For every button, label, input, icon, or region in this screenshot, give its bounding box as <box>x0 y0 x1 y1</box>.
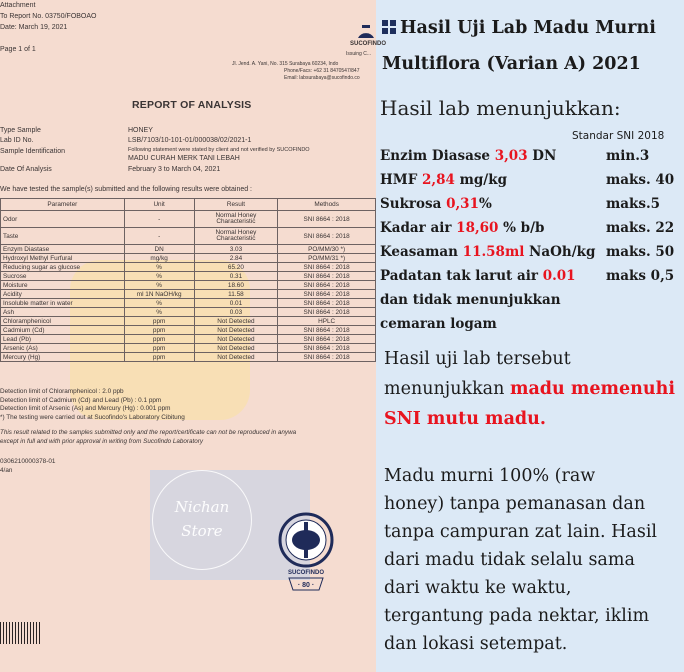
store-stamp-line: Nichan <box>174 498 230 516</box>
cell-parameter: Odor <box>1 211 125 228</box>
table-row <box>1 263 376 272</box>
table-row <box>1 245 376 254</box>
description-line: Madu murni 100% (raw <box>384 466 596 486</box>
result-row <box>380 220 545 236</box>
standard-value: maks. 22 <box>606 220 675 236</box>
description-line: dan lokasi setempat. <box>384 634 568 654</box>
description-line: dari waktu ke waktu, <box>384 578 572 598</box>
cell-parameter: Insoluble matter in water <box>1 299 125 308</box>
cell-unit: - <box>124 228 194 245</box>
lab-id-label: Lab ID No. <box>0 137 34 144</box>
cell-result: 18.60 <box>194 281 278 290</box>
result-unit: mg/kg <box>454 172 508 188</box>
description-line: tergantung pada nektar, iklim <box>384 606 650 626</box>
cell-method: SNI 8664 : 2018 <box>278 228 376 245</box>
result-label: Sukrosa <box>380 196 447 212</box>
cell-method: SNI 8664 : 2018 <box>278 326 376 335</box>
no-contamination-line-2: cemaran logam <box>380 316 497 332</box>
analysis-date-value: February 3 to March 04, 2021 <box>128 166 221 173</box>
cell-method: SNI 8664 : 2018 <box>278 290 376 299</box>
cell-unit: % <box>124 299 194 308</box>
cell-parameter: Arsenic (As) <box>1 344 125 353</box>
page-number: Page 1 of 1 <box>0 46 36 53</box>
cell-result: 65.20 <box>194 263 278 272</box>
report-date: Date: March 19, 2021 <box>0 24 68 31</box>
result-value: 11.58ml <box>462 244 525 260</box>
result-value: 2,84 <box>421 172 455 188</box>
cell-parameter: Enzym Diastase <box>1 245 125 254</box>
note-line: Detection limit of Chloramphenicol : 2.0 ppb <box>0 388 124 395</box>
cell-parameter: Chloramphenicol <box>1 317 125 326</box>
report-number: To Report No. 03750/FOBOAO <box>0 13 97 20</box>
cell-parameter: Cadmium (Cd) <box>1 326 125 335</box>
conclusion-text: Hasil uji lab tersebut menunjukkan <box>384 349 571 399</box>
cell-result: Not Detected <box>194 317 278 326</box>
result-unit: % <box>478 196 492 212</box>
cell-parameter: Taste <box>1 228 125 245</box>
sample-type-value: HONEY <box>128 127 153 134</box>
disclaimer-line: except in full and with prior approval in writing from Sucofindo Laboratory <box>0 437 204 445</box>
table-header-row <box>1 199 376 211</box>
cell-method: SNI 8664 : 2018 <box>278 299 376 308</box>
cell-result: 0.01 <box>194 299 278 308</box>
description-line: tanpa campuran zat lain. Hasil <box>384 522 658 542</box>
cell-unit: % <box>124 272 194 281</box>
result-unit: DN <box>527 148 557 164</box>
cell-method: SNI 8664 : 2018 <box>278 344 376 353</box>
cell-unit: ppm <box>124 326 194 335</box>
table-row <box>1 254 376 263</box>
barcode-icon <box>0 622 40 644</box>
cell-method: SNI 8664 : 2018 <box>278 263 376 272</box>
sucofindo-80-badge-icon <box>275 510 337 600</box>
company-sub: Issuing C... <box>346 51 372 57</box>
cell-parameter: Sucrose <box>1 272 125 281</box>
conclusion-highlight: madu memenuhi SNI mutu madu. <box>384 379 675 429</box>
table-row <box>1 344 376 353</box>
cell-result: Not Detected <box>194 335 278 344</box>
result-label: Kadar air <box>380 220 457 236</box>
ref-line: 4/an <box>0 466 13 474</box>
title-line-1: Hasil Uji Lab Madu Murni <box>400 18 656 38</box>
cell-parameter: Lead (Pb) <box>1 335 125 344</box>
table-row <box>1 317 376 326</box>
result-row <box>380 244 595 260</box>
result-label: Keasaman <box>380 244 463 260</box>
table-row <box>1 228 376 245</box>
table-row <box>1 281 376 290</box>
disclaimer <box>0 429 380 446</box>
result-row <box>380 196 492 212</box>
report-title: REPORT OF ANALYSIS <box>132 99 252 111</box>
standard-value: maks.5 <box>606 196 661 212</box>
lab-id-value: LSB/7103/10-101-01/000038/02/2021-1 <box>128 137 252 144</box>
result-value: 0.01 <box>542 268 576 284</box>
cell-parameter: Hydroxyl Methyl Furfural <box>1 254 125 263</box>
cell-result: 2.84 <box>194 254 278 263</box>
cell-unit: ppm <box>124 353 194 362</box>
detection-notes <box>0 388 185 422</box>
cell-method: SNI 8664 : 2018 <box>278 335 376 344</box>
cell-result: Not Detected <box>194 326 278 335</box>
result-row <box>380 148 556 164</box>
cell-method: PO/MM/31 *) <box>278 254 376 263</box>
cell-result: 11.58 <box>194 290 278 299</box>
table-row <box>1 211 376 228</box>
badge-label: SUCOFINDO <box>288 570 324 576</box>
sample-id-value: MADU CURAH MERK TANI LEBAH <box>128 155 240 162</box>
cell-unit: ppm <box>124 344 194 353</box>
phone-line: Phone/Facs: +62 31 8470547/847 <box>284 68 360 74</box>
store-stamp-line: Store <box>181 522 223 540</box>
results-table <box>0 198 376 362</box>
table-row <box>1 335 376 344</box>
cell-unit: % <box>124 281 194 290</box>
cell-parameter: Moisture <box>1 281 125 290</box>
cell-parameter: Ash <box>1 308 125 317</box>
standard-value: maks. 50 <box>606 244 675 260</box>
client-statement: Following statement were stated by client and not verified by SUCOFINDO <box>128 147 310 153</box>
standard-value: maks. 40 <box>606 172 675 188</box>
description-line: dari madu tidak selalu sama <box>384 550 635 570</box>
summary-panel <box>376 0 675 672</box>
col-unit: Unit <box>124 199 194 211</box>
title-line-2: Multiflora (Varian A) 2021 <box>382 54 641 74</box>
cell-unit: % <box>124 263 194 272</box>
cell-unit: DN <box>124 245 194 254</box>
ref-line: 0306210000378-01 <box>0 458 56 465</box>
cell-method: SNI 8664 : 2018 <box>278 211 376 228</box>
result-label: HMF <box>380 172 422 188</box>
table-row <box>1 326 376 335</box>
sample-id-label: Sample Identification <box>0 148 65 155</box>
description-line: honey) tanpa pemanasan dan <box>384 494 646 514</box>
cell-parameter: Reducing sugar as glucose <box>1 263 125 272</box>
cell-result: Not Detected <box>194 353 278 362</box>
result-value: 0,31 <box>446 196 479 212</box>
badge-sub: · 80 · <box>297 582 315 589</box>
cell-result: 0.31 <box>194 272 278 281</box>
result-unit: NaOh/kg <box>524 244 596 260</box>
note-line: *) The testing were carried out at Sucofindo's Laboratory Cibitung <box>0 413 185 421</box>
conclusion <box>384 344 684 434</box>
col-parameter: Parameter <box>1 199 125 211</box>
result-row <box>380 172 507 188</box>
store-stamp <box>152 470 252 570</box>
table-row <box>1 308 376 317</box>
note-line: Detection limit of Arsenic (As) and Mercury (Hg) : 0.001 ppm <box>0 405 171 412</box>
email-line: Email: labsurabaya@sucofindo.co <box>284 75 360 81</box>
cell-method: SNI 8664 : 2018 <box>278 353 376 362</box>
cell-unit: - <box>124 211 194 228</box>
standard-value: min.3 <box>606 148 650 164</box>
standard-value: maks 0,5 <box>606 268 675 284</box>
note-line: Detection limit of Cadmium (Cd) and Lead (Pb) : 0.1 ppm <box>0 396 162 404</box>
table-row <box>1 272 376 281</box>
cell-parameter: Mercury (Hg) <box>1 353 125 362</box>
table-row <box>1 353 376 362</box>
address-line: Jl. Jend. A. Yani, No. 315 Surabaya 60234, Indo <box>232 61 339 67</box>
description <box>384 462 657 658</box>
analysis-date-label: Date Of Analysis <box>0 166 52 173</box>
cell-unit: ml 1N NaOH/kg <box>124 290 194 299</box>
no-contamination-line-1: dan tidak menunjukkan <box>380 292 561 308</box>
result-value: 18,60 <box>456 220 499 236</box>
cell-unit: ppm <box>124 317 194 326</box>
sucofindo-logo-icon <box>356 22 376 40</box>
cell-method: SNI 8664 : 2018 <box>278 272 376 281</box>
result-unit: % b/b <box>498 220 545 236</box>
attachment-label: Attachment <box>0 2 36 9</box>
result-label: Padatan tak larut air <box>380 268 543 284</box>
col-methods: Methods <box>278 199 376 211</box>
cell-result: 0.03 <box>194 308 278 317</box>
cell-parameter: Acidity <box>1 290 125 299</box>
table-row <box>1 299 376 308</box>
standard-header: Standar SNI 2018 <box>572 130 665 142</box>
title-bullet-icon <box>382 20 396 34</box>
cell-unit: ppm <box>124 335 194 344</box>
lab-shows-heading: Hasil lab menunjukkan: <box>380 96 621 120</box>
tested-statement: We have tested the sample(s) submitted and the following results were obtained : <box>0 186 253 193</box>
cell-method: PO/MM/30 *) <box>278 245 376 254</box>
cell-unit: mg/kg <box>124 254 194 263</box>
cell-result: Not Detected <box>194 344 278 353</box>
cell-method: SNI 8664 : 2018 <box>278 281 376 290</box>
table-row <box>1 290 376 299</box>
cell-result: Normal Honey Characteristic <box>194 211 278 228</box>
cell-method: HPLC <box>278 317 376 326</box>
result-label: Enzim Diasase <box>380 148 495 164</box>
result-value: 3,03 <box>494 148 528 164</box>
reference-code <box>0 458 55 475</box>
panel-title <box>382 10 656 82</box>
cell-method: SNI 8664 : 2018 <box>278 308 376 317</box>
result-row <box>380 268 576 284</box>
cell-unit: % <box>124 308 194 317</box>
col-result: Result <box>194 199 278 211</box>
company-name: SUCOFINDO <box>350 41 386 47</box>
cell-result: Normal Honey Characteristic <box>194 228 278 245</box>
cell-result: 3.03 <box>194 245 278 254</box>
disclaimer-line: This result related to the samples submitted only and the report/certificate can not be reproduced in anywa <box>0 429 297 436</box>
sample-type-label: Type Sample <box>0 127 41 134</box>
